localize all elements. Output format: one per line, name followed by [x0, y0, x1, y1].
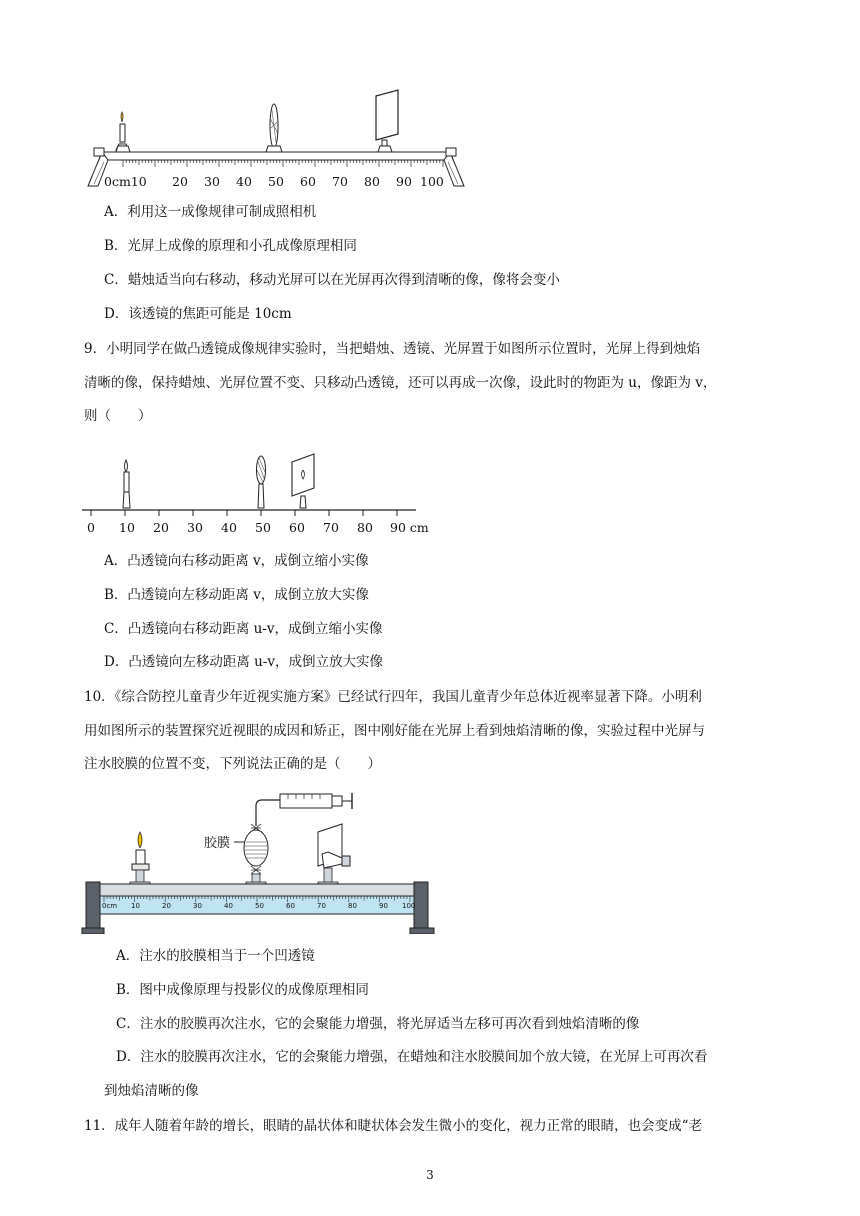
fig3-tick-label-60: 60 — [286, 902, 295, 910]
fig3-tick-label-100: 100 — [402, 902, 416, 910]
fig2-tick-label-0: 0 — [87, 520, 95, 535]
fig1-tick-label-100: 100 — [420, 174, 444, 189]
fig1-tick-label-70: 70 — [332, 174, 348, 189]
water-membrane-lens-icon — [234, 824, 268, 874]
fig1-tick-label-30: 30 — [204, 174, 220, 189]
fig1-tick-label-60: 60 — [300, 174, 316, 189]
fig3-tick-label-90: 90 — [379, 902, 388, 910]
fig2-tick-label-60: 60 — [289, 520, 305, 535]
fig3-tick-label-30: 30 — [193, 902, 202, 910]
light-screen-icon — [376, 90, 398, 150]
candle-icon — [123, 460, 130, 508]
q10-option-c: C．注水的胶膜再次注水，它的会聚能力增强，将光屏适当左移可再次看到烛焰清晰的像 — [116, 1016, 640, 1032]
convex-lens-icon — [257, 456, 266, 508]
q9-stem-line-2: 清晰的像，保持蜡烛、光屏位置不变、只移动凸透镜，还可以再成一次像，设此时的物距为 u，像距为 v， — [84, 375, 717, 391]
q8-option-d: D．该透镜的焦距可能是 10cm — [104, 306, 292, 322]
fig1-tick-label-20: 20 — [172, 174, 188, 189]
light-screen-icon — [292, 454, 314, 508]
fig3-tick-label-40: 40 — [224, 902, 233, 910]
fig3-tick-label-80: 80 — [348, 902, 357, 910]
q10-option-d-line-2: 到烛焰清晰的像 — [104, 1083, 199, 1099]
q8-option-b: B．光屏上成像的原理和小孔成像原理相同 — [104, 238, 357, 254]
q11-stem-line-1: 11．成年人随着年龄的增长，眼睛的晶状体和睫状体会发生微小的变化，视力正常的眼睛，也会变成“老 — [84, 1118, 703, 1134]
q10-stem-line-3: 注水胶膜的位置不变，下列说法正确的是（ ） — [84, 756, 381, 772]
q9-option-d: D．凸透镜向左移动距离 u-v，成倒立放大实像 — [104, 654, 383, 670]
fig1-tick-label-50: 50 — [268, 174, 284, 189]
q9-option-a: A．凸透镜向右移动距离 v，成倒立缩小实像 — [104, 553, 369, 569]
optical-bench-figure-2 — [80, 452, 420, 518]
membrane-label: 胶膜 — [204, 836, 231, 851]
q8-option-a: A．利用这一成像规律可制成照相机 — [104, 204, 317, 220]
fig1-tick-label-80: 80 — [364, 174, 380, 189]
q9-stem-line-1: 9．小明同学在做凸透镜成像规律实验时，当把蜡烛、透镜、光屏置于如图所示位置时，光屏上得到烛焰 — [84, 341, 701, 357]
q10-option-a: A．注水的胶膜相当于一个凹透镜 — [116, 948, 315, 964]
fig2-tick-label-40: 40 — [221, 520, 237, 535]
q10-stem-line-2: 用如图所示的装置探究近视眼的成因和矫正，图中刚好能在光屏上看到烛焰清晰的像，实验过程中光屏与 — [84, 723, 705, 739]
fig2-tick-label-90cm: 90 cm — [390, 520, 429, 535]
q10-option-b: B．图中成像原理与投影仪的成像原理相同 — [116, 982, 369, 998]
fig2-tick-label-20: 20 — [153, 520, 169, 535]
fig1-tick-label-0: 0cm10 — [104, 174, 147, 189]
q9-option-c: C．凸透镜向右移动距离 u-v，成倒立缩小实像 — [104, 621, 383, 637]
fig3-tick-label-0: 0cm — [102, 902, 118, 910]
fig3-tick-label-10: 10 — [131, 902, 140, 910]
q10-stem-line-1: 10．《综合防控儿童青少年近视实施方案》已经试行四年，我国儿童青少年总体近视率显著下降。小明利 — [84, 689, 702, 705]
fig2-tick-label-50: 50 — [255, 520, 271, 535]
fig3-tick-label-70: 70 — [317, 902, 326, 910]
q10-option-d-line-1: D．注水的胶膜再次注水，它的会聚能力增强，在蜡烛和注水胶膜间加个放大镜，在光屏上可再次看 — [116, 1049, 708, 1065]
q9-stem-line-3: 则（ ） — [84, 408, 152, 424]
fig1-tick-label-40: 40 — [236, 174, 252, 189]
fig2-tick-label-30: 30 — [187, 520, 203, 535]
fig3-tick-label-20: 20 — [162, 902, 171, 910]
syringe-icon — [256, 793, 352, 826]
fig2-tick-label-80: 80 — [357, 520, 373, 535]
q9-option-b: B．凸透镜向左移动距离 v，成倒立放大实像 — [104, 587, 369, 603]
fig1-tick-label-90: 90 — [396, 174, 412, 189]
candle-icon — [132, 832, 149, 870]
q8-option-c: C．蜡烛适当向右移动，移动光屏可以在光屏再次得到清晰的像，像将会变小 — [104, 272, 560, 288]
fig3-tick-label-50: 50 — [255, 902, 264, 910]
convex-lens-icon — [270, 104, 278, 150]
candle-icon — [116, 112, 129, 150]
light-screen-icon — [318, 824, 350, 868]
fig2-tick-label-10: 10 — [119, 520, 135, 535]
fig2-tick-label-70: 70 — [323, 520, 339, 535]
page-number: 3 — [426, 1168, 434, 1182]
